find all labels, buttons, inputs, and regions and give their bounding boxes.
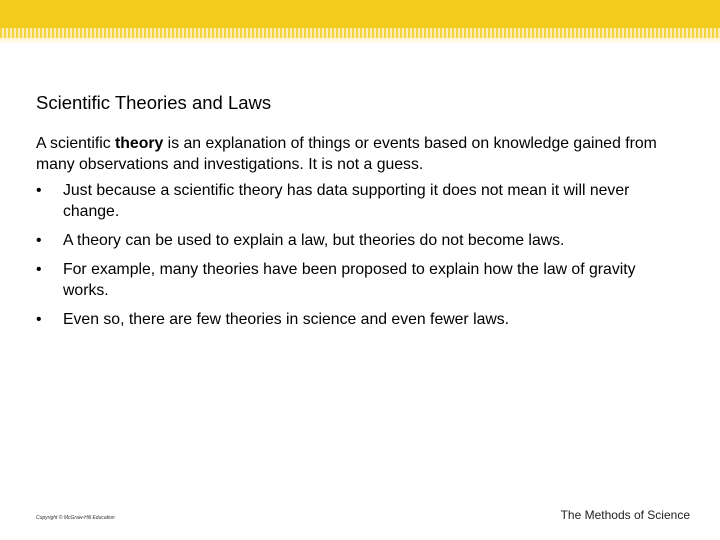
bullet-marker: • — [36, 311, 42, 328]
footer-topic: The Methods of Science — [560, 508, 690, 522]
bullet-marker: • — [36, 232, 42, 249]
bullet-text: Even so, there are few theories in science and even fewer laws. — [63, 311, 510, 328]
header-fade — [0, 38, 720, 44]
bullet-text: A theory can be used to explain a law, but theories do not become laws. — [63, 232, 565, 249]
intro-bold-term: theory — [115, 135, 164, 152]
bullet-text: Just because a scientific theory has data supporting it does not mean it will never change. — [63, 182, 630, 220]
slide-title: Scientific Theories and Laws — [36, 92, 272, 113]
bullet-marker: • — [36, 182, 42, 199]
intro-text-before: A scientific — [36, 135, 116, 152]
intro-paragraph — [36, 133, 676, 175]
bullet-text: For example, many theories have been proposed to explain how the law of gravity works. — [63, 261, 636, 299]
bullet-item — [36, 230, 676, 251]
bullet-item — [36, 259, 676, 301]
intro-text-after: is an explanation of things or events based on knowledge gained from many observations and investigations. It is not a guess. — [36, 135, 657, 173]
bullet-list — [36, 180, 676, 338]
copyright-notice: Copyright © McGraw-Hill Education — [36, 515, 115, 521]
bullet-marker: • — [36, 261, 42, 278]
bullet-item — [36, 309, 676, 330]
header-color-band — [0, 0, 720, 28]
bullet-item — [36, 180, 676, 222]
